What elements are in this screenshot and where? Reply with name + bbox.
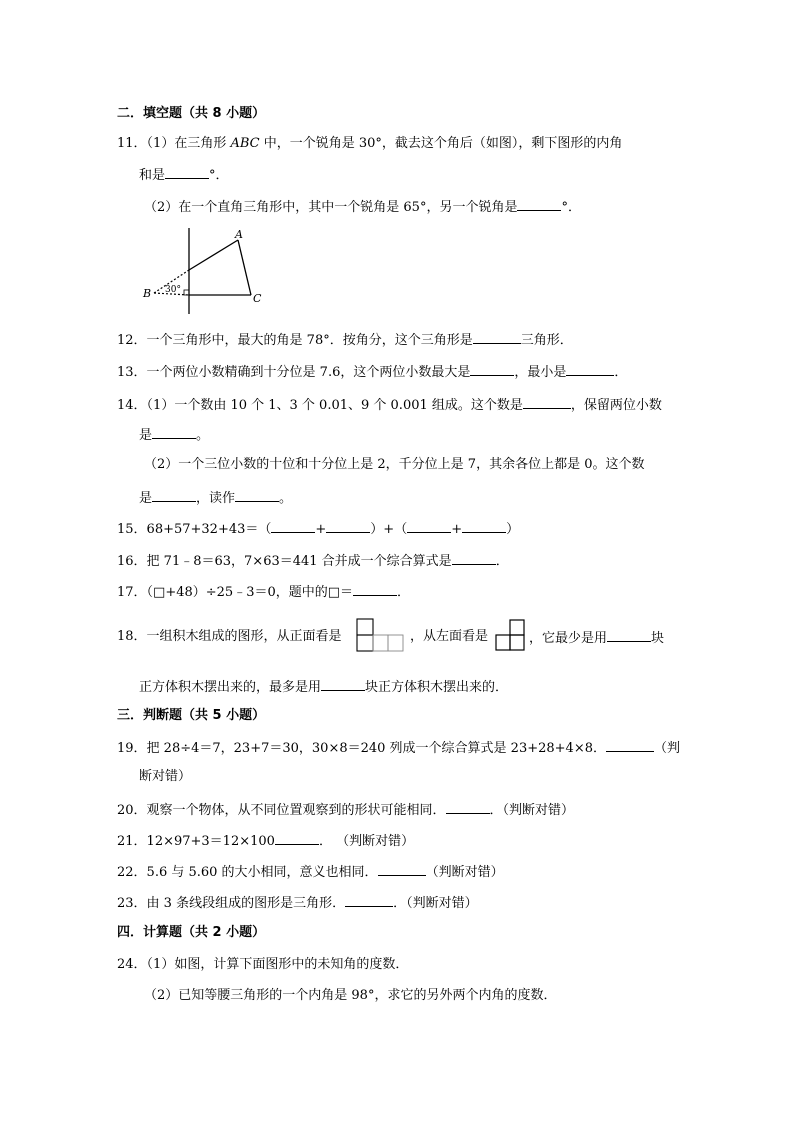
q18-line-2 [139,677,508,697]
q15-text-a: 15．68+57+32+43＝（ [117,522,272,537]
q23-blank [345,893,393,907]
q19-judge-a: （判 [654,741,681,756]
question-24-part-1: 24．（1）如图，计算下面图形中的未知角的度数． [117,957,409,972]
q14-blank-4 [235,488,279,502]
right-angle-mark [184,290,189,295]
question-12 [117,330,573,350]
q14-text-e: （2）一个三位小数的十位和十分位上是 2，千分位上是 7，其余各位上都是 0。这个数 [144,457,645,472]
question-17 [117,582,410,602]
q18-blank-min [607,628,651,642]
q21-text: 21．12×97+3＝12×100 [117,834,275,849]
q14-blank-2 [152,425,196,439]
q14-blank-1 [523,395,571,409]
q20-text: 20．观察一个物体，从不同位置观察到的形状可能相同． [117,803,446,818]
q18-text-a: 18．一组积木组成的图形，从正面看是 [117,629,342,644]
q18-blank-max [321,677,365,691]
q18-text-b: ，从左面看是 [410,629,489,644]
question-21 [117,831,414,851]
side-ac [238,240,251,295]
q16-text: 16．把 71﹣8＝63，7×63＝441 合并成一个综合算式是 [117,554,452,569]
q11-part2-end: °． [561,200,581,215]
front-bottom-left-square [357,635,373,651]
q18-text-d: 块 [651,631,665,646]
q15-plus-1: + [315,522,327,537]
side-cut-a [189,240,238,270]
q15-plus-2: + [451,522,463,537]
q21-blank [275,831,319,845]
q12-end: 三角形． [520,333,573,348]
q15-blank-1 [271,519,315,533]
question-14-line-2 [139,425,209,445]
question-11-part-2 [144,197,581,217]
q15-blank-3 [407,519,451,533]
left-top-square [510,620,524,635]
q11-triangle-figure [140,222,270,317]
front-bottom-mid-square [373,635,388,651]
q15-blank-4 [462,519,506,533]
label-a: A [235,228,243,241]
question-13 [117,362,627,382]
q15-blank-2 [326,519,370,533]
q22-text: 22．5.6 与 5.60 的大小相同，意义也相同． [117,865,378,880]
q21-end: ． （判断对错） [318,834,415,849]
question-20 [117,800,574,820]
section-3-title: 三．判断题（共 5 小题） [117,708,266,723]
question-15 [117,519,519,539]
q12-text: 12．一个三角形中，最大的角是 78°．按角分，这个三角形是 [117,333,473,348]
section-2-title: 二．填空题（共 8 小题） [117,106,266,121]
q11-part2-text: （2）在一个直角三角形中，其中一个锐角是 65°，另一个锐角是 [144,200,518,215]
q19-text: 19．把 28÷4＝7，23+7＝30，30×8＝240 列成一个综合算式是 23+28+4×8． [117,741,606,756]
q11-text-d: °． [209,168,229,183]
q14-text-g: ，读作 [196,491,236,506]
q16-blank [452,551,496,565]
q12-answer-blank [473,330,521,344]
q14-text-f: 是 [139,491,153,506]
q18-front-view-figure [356,617,406,653]
q23-text: 23．由 3 条线段组成的图形是三角形． [117,896,346,911]
q13-end: ． [614,365,628,380]
question-14-line-4 [139,488,292,508]
left-bottom-left-square [496,635,510,650]
question-11-line-1 [117,135,622,153]
q22-blank [378,862,426,876]
label-c: C [253,292,262,305]
q17-text: 17．（□+48）÷25﹣3＝0，题中的□＝ [117,585,354,600]
question-24-part-2: （2）已知等腰三角形的一个内角是 98°，求它的另外两个内角的度数． [144,988,557,1003]
q11-text-c: 和是 [139,168,166,183]
q20-blank [446,800,490,814]
q11-triangle-name: ABC [230,136,260,151]
q11-answer-blank-1 [165,165,209,179]
q22-end: （判断对错） [425,865,504,880]
question-22 [117,862,504,882]
q13-text: 13．一个两位小数精确到十分位是 7.6，这个两位小数最大是 [117,365,471,380]
q18-line-1-end [529,628,664,648]
question-23 [117,893,478,913]
q11-number: 11． [117,136,147,151]
front-bottom-right-square [388,635,403,651]
question-14-part-2 [144,456,644,474]
left-bottom-right-square [510,635,524,650]
q15-mid: ）+（ [370,522,408,537]
q19-blank [606,738,654,752]
q18-text-f: 块正方体积木摆出来的． [365,680,509,695]
q13-mid: ，最小是 [514,365,567,380]
q11-answer-blank-2 [517,197,561,211]
q15-end: ） [506,522,520,537]
q18-left-view-figure [494,619,526,653]
q14-text-c: 是 [139,428,153,443]
q20-end: ．（判断对错） [489,803,575,818]
section-4-title: 四．计算题（共 2 小题） [117,925,266,940]
q11-text-a: （1）在三角形 [146,136,227,151]
q14-text-a: 14．（1）一个数由 10 个 1、3 个 0.01、9 个 0.001 组成。这个数是 [117,398,523,413]
question-19-line-1 [117,738,680,758]
label-b: B [143,287,152,300]
q14-blank-3 [152,488,196,502]
q18-text-c: ，它最少是用 [529,631,608,646]
q14-text-d: 。 [196,428,210,443]
question-11-line-2 [139,165,229,185]
q11-text-b: 中，一个锐角是 30°，截去这个角后（如图），剩下图形的内角 [263,136,623,151]
label-angle-30: 30° [165,285,181,295]
q14-text-h: 。 [279,491,293,506]
q23-end: ．（判断对错） [393,896,478,911]
q13-blank-min [566,362,614,376]
q13-blank-max [470,362,514,376]
q17-blank [353,582,397,596]
q14-text-b: ，保留两位小数 [570,398,662,413]
q16-end: ． [495,554,509,569]
q18-text-e: 正方体积木摆出来的，最多是用 [139,680,322,695]
question-14-line-1 [117,395,662,415]
question-16 [117,551,509,571]
q17-end: ． [397,585,411,600]
q19-judge-b: 断对错） [139,769,192,784]
front-top-square [357,619,373,635]
